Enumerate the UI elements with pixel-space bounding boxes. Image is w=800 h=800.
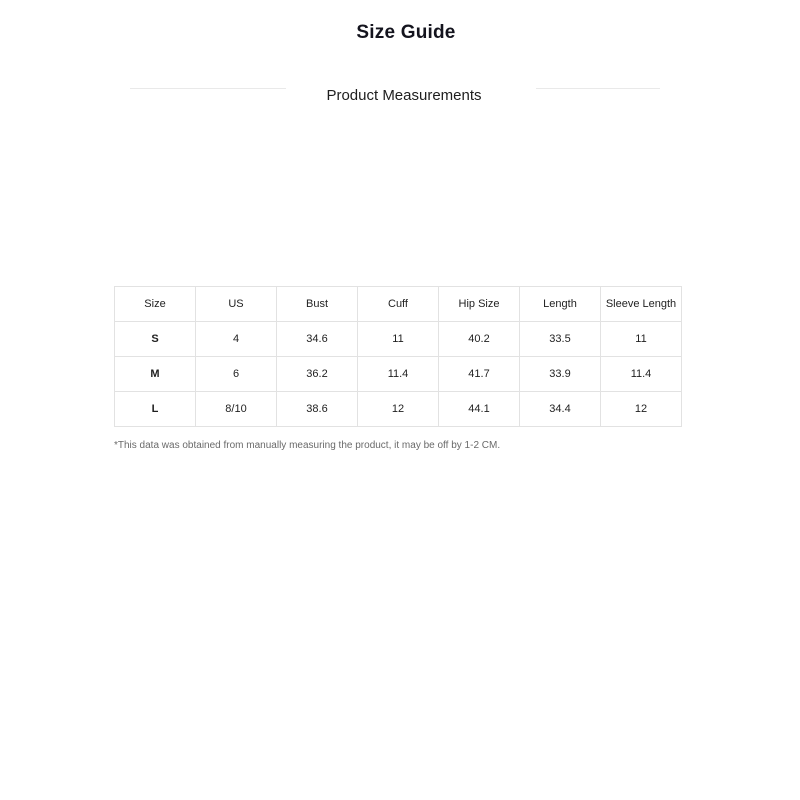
table-cell-size: L (115, 392, 196, 427)
table-cell-hip-size: 44.1 (439, 392, 520, 427)
table-cell-sleeve-length: 11.4 (601, 357, 682, 392)
size-table (114, 286, 682, 427)
table-cell-bust: 34.6 (277, 322, 358, 357)
table-row (115, 322, 682, 357)
column-header-hip-size: Hip Size (439, 287, 520, 322)
table-cell-us: 6 (196, 357, 277, 392)
table-header-row (115, 287, 682, 322)
table-cell-size: S (115, 322, 196, 357)
column-header-cuff: Cuff (358, 287, 439, 322)
subtitle-row (130, 85, 660, 107)
table-cell-length: 33.5 (520, 322, 601, 357)
table-row (115, 392, 682, 427)
measurement-footnote: *This data was obtained from manually measuring the product, it may be off by 1-2 CM. (114, 440, 501, 451)
table-cell-sleeve-length: 12 (601, 392, 682, 427)
column-header-sleeve-length: Sleeve Length (601, 287, 682, 322)
table-cell-length: 34.4 (520, 392, 601, 427)
table-cell-sleeve-length: 11 (601, 322, 682, 357)
column-header-bust: Bust (277, 287, 358, 322)
table-cell-cuff: 12 (358, 392, 439, 427)
column-header-us: US (196, 287, 277, 322)
table-cell-us: 8/10 (196, 392, 277, 427)
page-title: Size Guide (356, 22, 456, 43)
table-cell-cuff: 11.4 (358, 357, 439, 392)
section-subtitle: Product Measurements (326, 87, 482, 104)
table-cell-size: M (115, 357, 196, 392)
table-cell-bust: 38.6 (277, 392, 358, 427)
column-header-length: Length (520, 287, 601, 322)
table-cell-cuff: 11 (358, 322, 439, 357)
column-header-size: Size (115, 287, 196, 322)
table-cell-hip-size: 40.2 (439, 322, 520, 357)
table-cell-bust: 36.2 (277, 357, 358, 392)
table-cell-length: 33.9 (520, 357, 601, 392)
table-row (115, 357, 682, 392)
table-cell-us: 4 (196, 322, 277, 357)
table-cell-hip-size: 41.7 (439, 357, 520, 392)
